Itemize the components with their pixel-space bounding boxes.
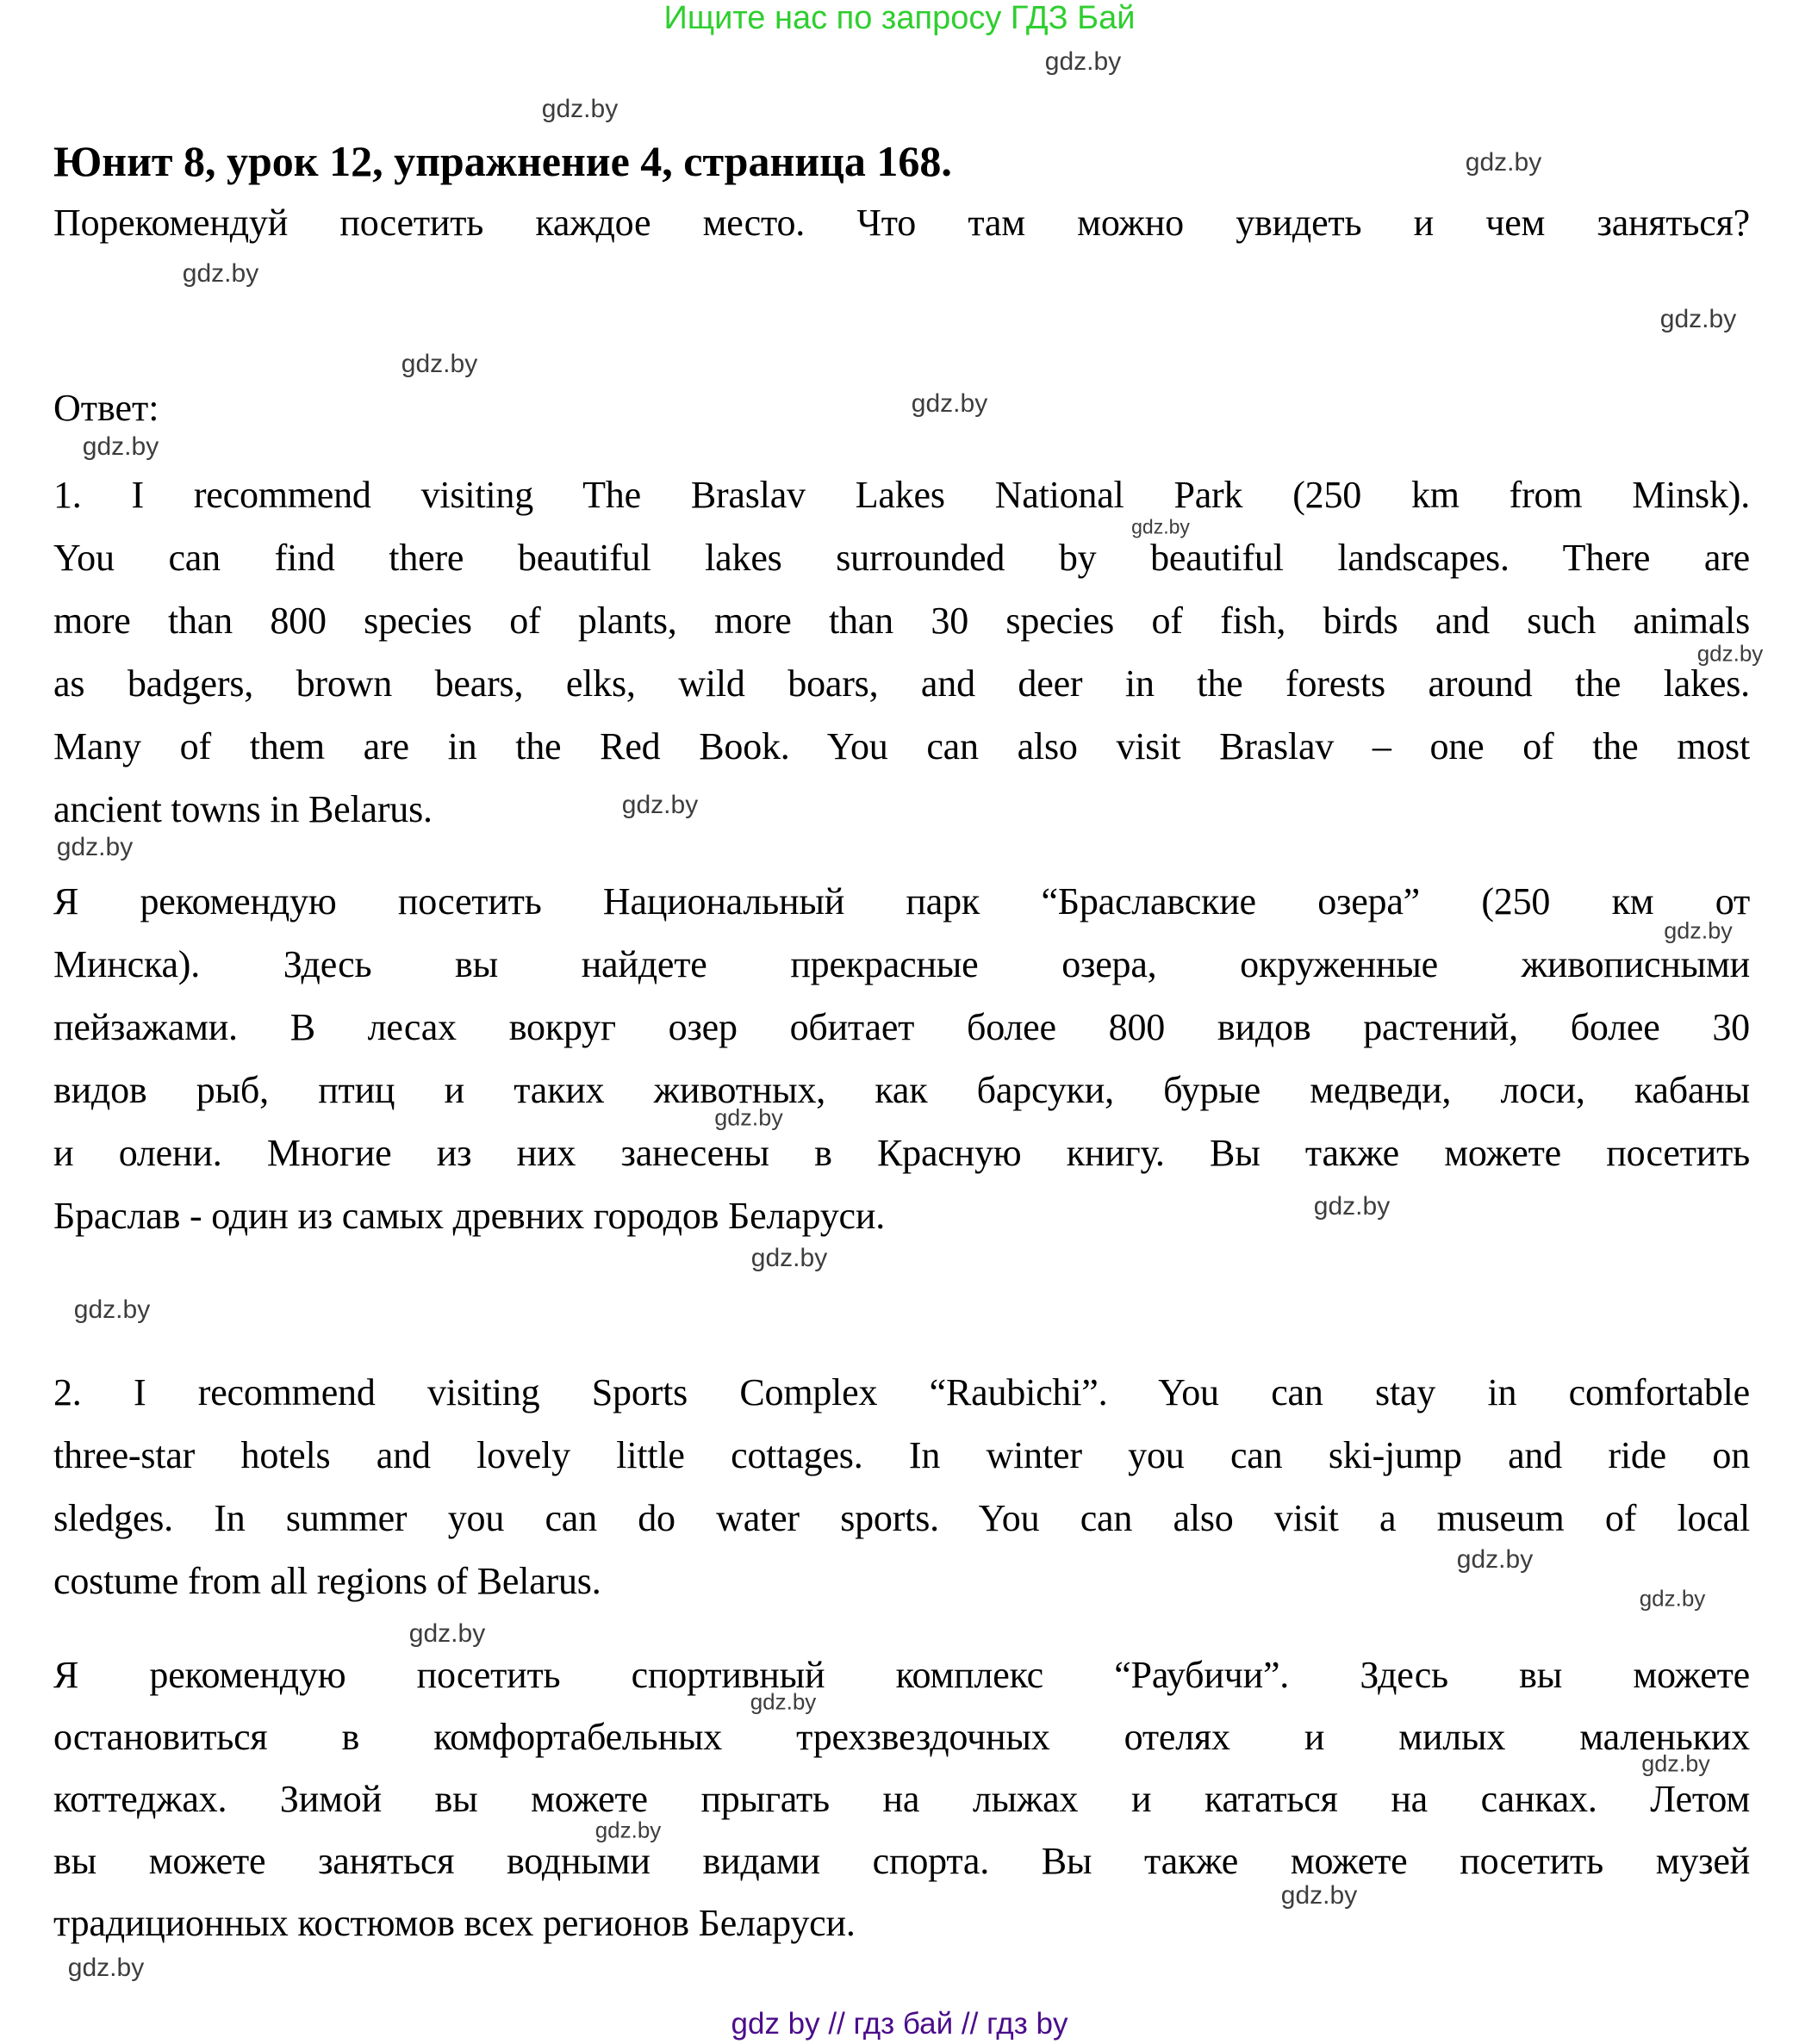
gdz-watermark: gdz.by <box>1641 1750 1710 1777</box>
text-line: Я рекомендую посетить спортивный комплекс “Раубичи”. Здесь вы можете <box>53 1654 1750 1696</box>
gdz-watermark: gdz.by <box>750 1244 828 1272</box>
gdz-watermark: gdz.by <box>67 1954 145 1982</box>
text-line: Many of them are in the Red Book. You can also visit Braslav – one of the most <box>53 725 1750 767</box>
task-text: Порекомендуй посетить каждое место. Что там можно увидеть и чем заняться? <box>53 202 1750 244</box>
text-line: видов рыб, птиц и таких животных, как барсуки, бурые медведи, лоси, кабаны <box>53 1069 1750 1111</box>
gdz-watermark: gdz.by <box>594 1817 662 1843</box>
text-line: costume from all regions of Belarus. <box>53 1560 601 1602</box>
text-line: You can find there beautiful lakes surrounded by beautiful landscapes. There are <box>53 537 1750 579</box>
text-line: as badgers, brown bears, elks, wild boars, and deer in the forests around the lakes. <box>53 662 1750 705</box>
gdz-watermark: gdz.by <box>621 791 699 819</box>
text-line: more than 800 species of plants, more than 30 species of fish, birds and such animals <box>53 600 1750 642</box>
gdz-watermark: gdz.by <box>1639 1585 1706 1612</box>
text-line: Минска). Здесь вы найдете прекрасные озера, окруженные живописными <box>53 943 1750 985</box>
gdz-watermark: gdz.by <box>911 389 988 418</box>
gdz-watermark: gdz.by <box>73 1295 151 1324</box>
gdz-watermark: gdz.by <box>1044 47 1122 76</box>
text-line: остановиться в комфортабельных трехзвездочных отелях и милых маленьких <box>53 1716 1750 1758</box>
gdz-watermark: gdz.by <box>1456 1545 1534 1574</box>
gdz-watermark: gdz.by <box>1465 148 1542 177</box>
gdz-watermark: gdz.by <box>1131 515 1190 538</box>
gdz-watermark: gdz.by <box>182 259 259 288</box>
text-line: и олени. Многие из них занесены в Красную книгу. Вы также можете посетить <box>53 1132 1750 1174</box>
text-line: sledges. In summer you can do water sports. You can also visit a museum of local <box>53 1497 1750 1539</box>
text-line: ancient towns in Belarus. <box>53 788 433 830</box>
gdz-watermark: gdz.by <box>1659 305 1737 333</box>
text-line: пейзажами. В лесах вокруг озер обитает более 800 видов растений, более 30 <box>53 1006 1750 1048</box>
text-line: традиционных костюмов всех регионов Беларуси. <box>53 1902 856 1944</box>
text-line: 1. I recommend visiting The Braslav Lakes National Park (250 km from Minsk). <box>53 474 1750 516</box>
text-line: коттеджах. Зимой вы можете прыгать на лыжах и кататься на санках. Летом <box>53 1778 1750 1820</box>
gdz-watermark: gdz.by <box>82 432 159 461</box>
text-line: 2. I recommend visiting Sports Complex “Raubichi”. You can stay in comfortable <box>53 1371 1750 1413</box>
footer-link[interactable]: gdz by // гдз бай // гдз by <box>731 2007 1068 2041</box>
text-line: three-star hotels and lovely little cottages. In winter you can ski-jump and ride on <box>53 1434 1750 1476</box>
exercise-title: Юнит 8, урок 12, упражнение 4, страница 168. <box>53 137 952 185</box>
paragraph-answer-en-1 <box>53 463 1750 841</box>
promo-header: Ищите нас по запросу ГДЗ Бай <box>663 0 1136 36</box>
paragraph-translation-ru-2 <box>53 1644 1750 1954</box>
text-line: Браслав - один из самых древних городов Беларуси. <box>53 1195 885 1237</box>
gdz-watermark: gdz.by <box>1664 917 1733 944</box>
paragraph-answer-en-2 <box>53 1361 1750 1612</box>
gdz-watermark: gdz.by <box>56 833 134 861</box>
answer-label: Ответ: <box>53 387 159 429</box>
gdz-watermark: gdz.by <box>541 95 619 123</box>
gdz-watermark: gdz.by <box>401 350 478 378</box>
text-line: вы можете заняться водными видами спорта. Вы также можете посетить музей <box>53 1840 1750 1882</box>
paragraph-translation-ru-1 <box>53 870 1750 1247</box>
gdz-watermark: gdz.by <box>750 1688 817 1715</box>
gdz-watermark: gdz.by <box>1696 640 1764 667</box>
gdz-watermark: gdz.by <box>1280 1881 1358 1910</box>
gdz-watermark: gdz.by <box>714 1104 783 1131</box>
text-line: Я рекомендую посетить Национальный парк “Браславские озера” (250 км от <box>53 880 1750 923</box>
gdz-watermark: gdz.by <box>1313 1192 1391 1221</box>
gdz-watermark: gdz.by <box>408 1619 486 1648</box>
